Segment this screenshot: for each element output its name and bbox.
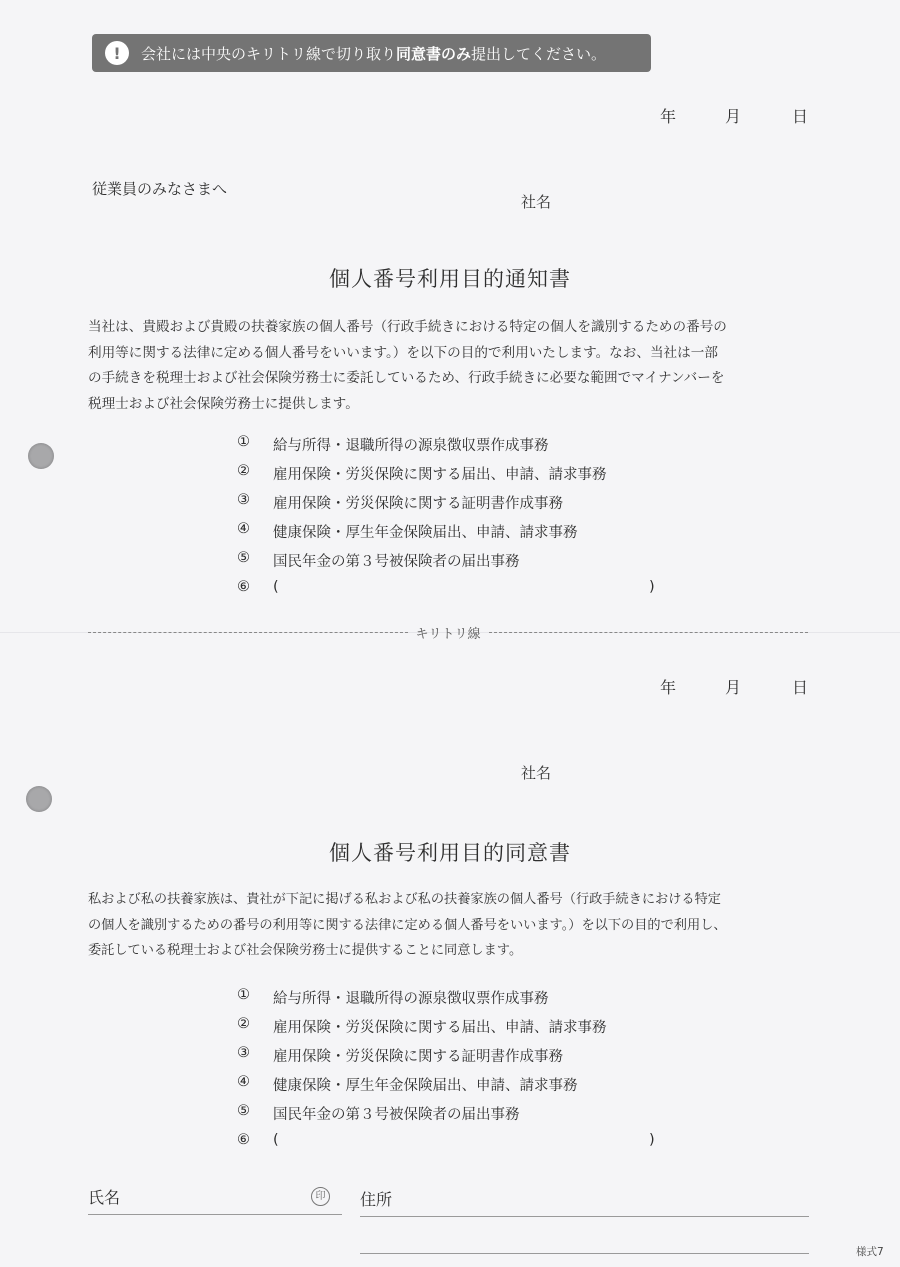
date-year-label: 年 — [660, 678, 677, 697]
binder-hole — [26, 786, 52, 812]
cut-line — [88, 622, 808, 642]
consent-title: 個人番号利用目的同意書 — [329, 841, 571, 865]
address-field-line-2[interactable] — [360, 1253, 809, 1254]
document-page: ! 会社には中央のキリトリ線で切り取り同意書のみ提出してください。 年 月 日 従業員のみなさまへ 社名 個人番号利用目的通知書 当社は、貴殿および貴殿の扶養家族の個人番号（行政手続きにおける特定の個人を識別するための番号の 利用等に関する法律に定める個人番号をいいます。）を以下の目的で利用いたします。なお、当社は一部 の手続きを税理士および社会保険労務士に委託しているため、行政手続きに必要な範囲でマイナンバーを 税理士および社会保険労務士に提供します。 ① 給与所得・退職所得の源泉徴収票作成事務 ② 雇用保険・労災保険に関する届出、申請、請求事務 ③ 雇用保険・労災保険に関する証明書作成事務 ④ 健康保険・厚生年金保険届出、申請、請求事務 ⑤ 国民年金の第３号被保険者の届出事務 ⑥ ( ) キリトリ線 年 月 日 社名 個人番号利用目的同意書 私および私の扶養家族は、貴社が下記に掲げる私および私の扶養家族の個人番号（行政手続きにおける特定 の個人を識別するための番号の利用等に関する法律に定める個人番号をいいます。）を以下の目的で利用し、 委託している税理士および社会保険労務士に提供することに同意します。 ① 給与所得・退職所得の源泉徴収票作成事務 ② 雇用保険・労災保険に関する届出、申請、請求事務 ③ 雇用保険・労災保険に関する証明書作成事務 ④ 健康保険・厚生年金保険届出、申請、請求事務 ⑤ 国民年金の第３号被保険者の届出事務 ⑥ ( ) 氏名 印 住所 様式7 — [0, 0, 900, 1267]
company-name-label: 社名 — [521, 764, 552, 782]
notice-paragraph: 当社は、貴殿および貴殿の扶養家族の個人番号（行政手続きにおける特定の個人を識別するための番号の 利用等に関する法律に定める個人番号をいいます。）を以下の目的で利用いたします。なお、当社は一部 の手続きを税理士および社会保険労務士に委託しているため、行政手続きに必要な範囲でマイナンバーを 税理士および社会保険労務士に提供します。 — [88, 319, 727, 412]
company-name-label: 社名 — [521, 193, 552, 211]
cut-line-label: キリトリ線 — [415, 626, 481, 642]
date-month-label: 月 — [725, 678, 742, 697]
date-month-label: 月 — [725, 107, 742, 126]
seal-mark: 印 — [311, 1187, 330, 1206]
name-field-line[interactable] — [88, 1214, 342, 1215]
exclamation-icon: ! — [105, 41, 129, 65]
name-label: 氏名 — [88, 1188, 121, 1207]
date-day-label: 日 — [792, 678, 809, 697]
notice-banner — [92, 34, 651, 72]
consent-paragraph: 私および私の扶養家族は、貴社が下記に掲げる私および私の扶養家族の個人番号（行政手続きにおける特定 の個人を識別するための番号の利用等に関する法律に定める個人番号をいいます。）を以下の目的で利用し、 委託している税理士および社会保険労務士に提供することに同意します。 — [88, 892, 727, 958]
date-day-label: 日 — [792, 107, 809, 126]
form-code: 様式7 — [856, 1246, 884, 1258]
addressee: 従業員のみなさまへ — [92, 180, 228, 198]
address-label: 住所 — [360, 1190, 393, 1209]
binder-hole — [28, 443, 54, 469]
address-field-line[interactable] — [360, 1216, 809, 1217]
notice-text: 会社には中央のキリトリ線で切り取り同意書のみ提出してください。 — [141, 44, 607, 63]
date-year-label: 年 — [660, 107, 677, 126]
notice-title: 個人番号利用目的通知書 — [329, 267, 571, 291]
